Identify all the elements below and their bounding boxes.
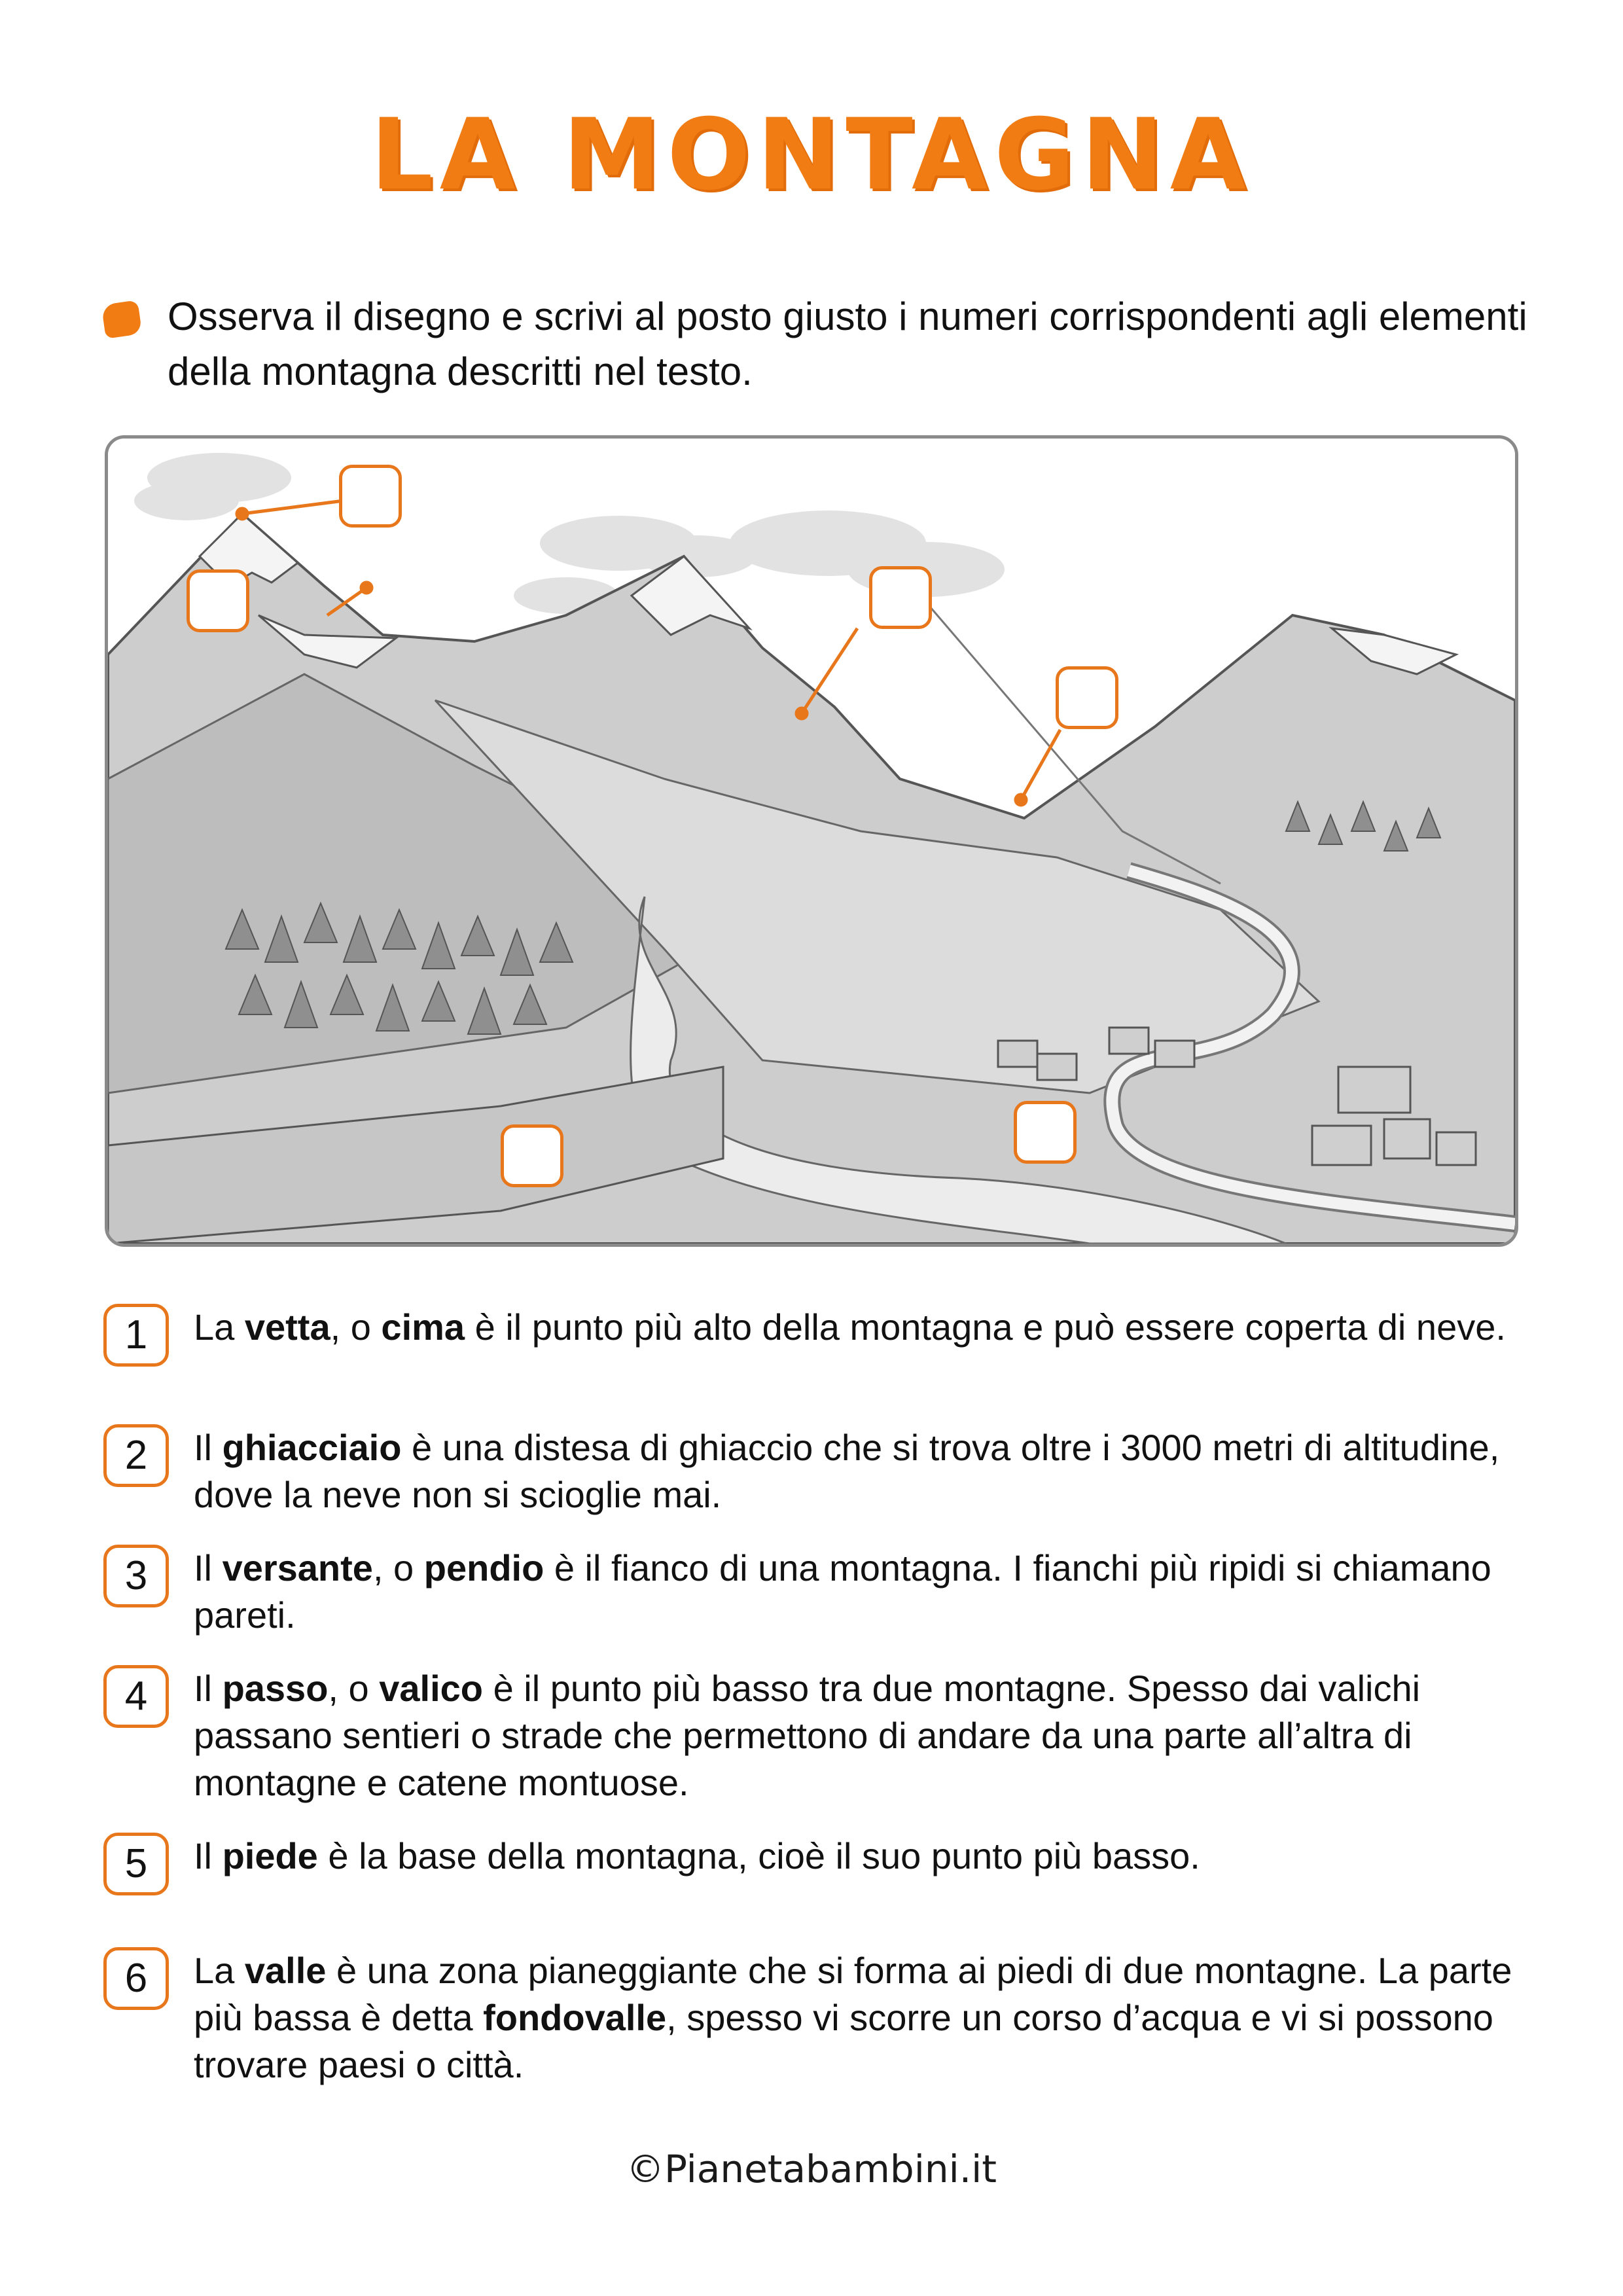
item-text: La vetta, o cima è il punto più alto della montagna e può essere coperta di neve. (194, 1306, 1506, 1348)
page-title: LA MONTAGNA (370, 98, 1253, 212)
item-number: 3 (103, 1545, 169, 1607)
item-text: La valle è una zona pianeggiante che si forma ai piedi di due montagne. La parte più bassa è detta fondovalle, spesso vi scorre un corso d’acqua e vi si possono trovare paesi o città. (194, 1950, 1512, 2085)
answer-box-slope[interactable] (869, 566, 932, 629)
item-text: Il passo, o valico è il punto più basso tra due montagne. Spesso dai valichi passano sentieri o strade che permettono di andare da una parte all’altra di montagne e catene montuose. (194, 1668, 1421, 1803)
item-number: 2 (103, 1424, 169, 1487)
item-number: 6 (103, 1947, 169, 2010)
footer-copyright: ©Pianetabambini.it (626, 2147, 997, 2191)
mountain-landscape-drawing (108, 439, 1515, 1244)
item-number: 4 (103, 1665, 169, 1728)
item-text: Il piede è la base della montagna, cioè il suo punto più basso. (194, 1835, 1200, 1876)
answer-box-valley[interactable] (1014, 1101, 1077, 1164)
item-number: 5 (103, 1833, 169, 1895)
answer-box-foot[interactable] (501, 1124, 563, 1187)
instruction-text: Osserva il disegno e scrivi al posto giusto i numeri corrispondenti agli elementi della montagna descritti nel testo. (168, 295, 1527, 393)
instruction-bullet-icon (101, 300, 143, 338)
answer-box-peak[interactable] (339, 465, 402, 528)
item-number: 1 (103, 1304, 169, 1367)
answer-box-glacier[interactable] (187, 569, 249, 632)
item-text: Il ghiacciaio è una distesa di ghiaccio che si trova oltre i 3000 metri di altitudine, dove la neve non si scioglie mai. (194, 1427, 1500, 1515)
item-text: Il versante, o pendio è il fianco di una montagna. I fianchi più ripidi si chiamano pareti. (194, 1547, 1491, 1636)
mountain-illustration (105, 435, 1518, 1247)
answer-box-pass[interactable] (1056, 666, 1118, 729)
